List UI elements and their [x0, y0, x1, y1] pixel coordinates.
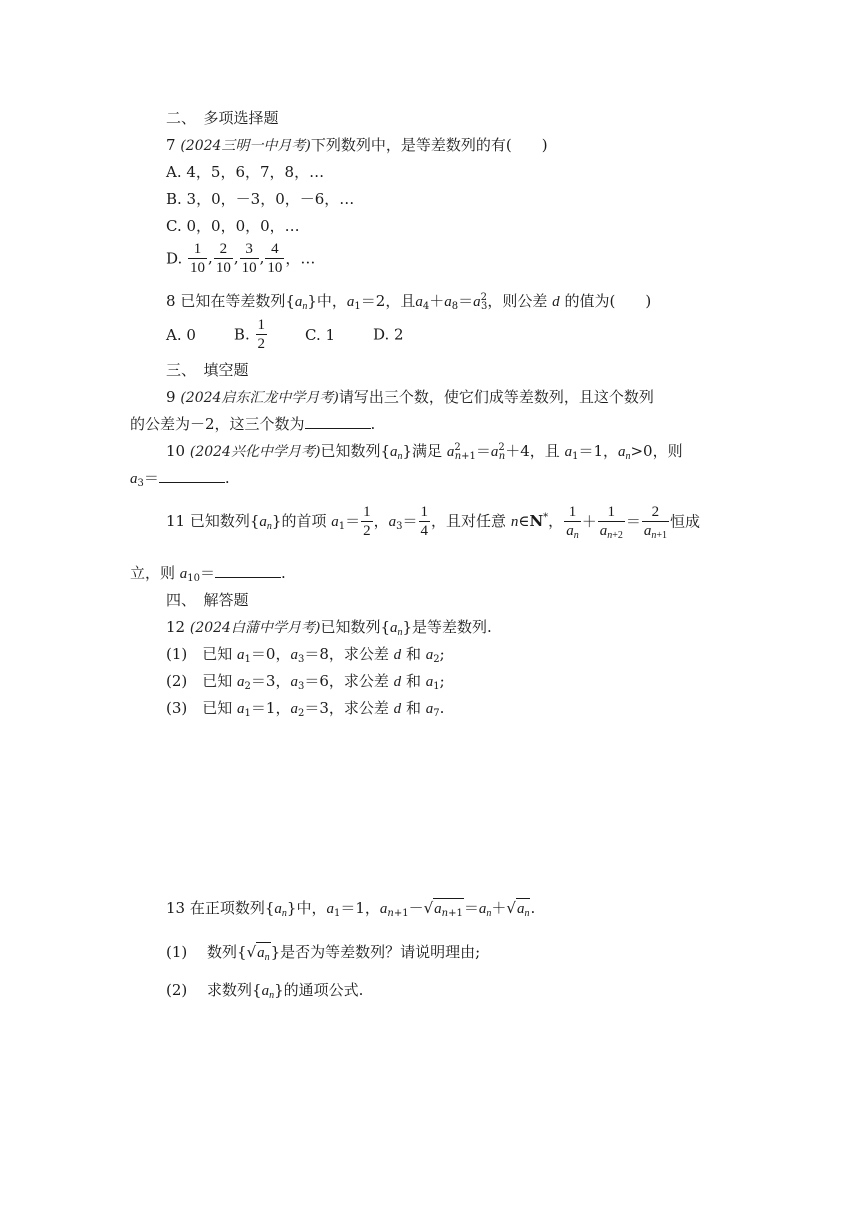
square-root: $√a_n$ [506, 899, 530, 919]
fraction: $\frac{4}{10}$ [267, 241, 283, 276]
question-8-options: A. 0 B. $\frac{1}{2}$ C. 1 D. 2 [166, 317, 404, 352]
question-9-line-1: 9 (2024启东汇龙中学月考)请写出三个数，使它们成等差数列，且这个数列 [166, 388, 654, 406]
fraction-two-over-an-plus-1: $\frac{2}{a_{n+1}}$ [643, 504, 667, 541]
question-7-option-b: B. 3，0，－3，0，－6，… [166, 190, 355, 208]
question-12-part-1: (1) 已知 $a_1=0$，$a_3=8$，求公差 d 和 $a_2$; [166, 645, 445, 665]
question-13-part-1: (1) 数列$\{√a_n\}$是否为等差数列？请说明理由; [166, 943, 481, 963]
question-12-part-3: (3) 已知 $a_1=1$，$a_2=3$，求公差 d 和 $a_7$. [166, 699, 445, 719]
answer-blank [159, 470, 225, 483]
fraction: $\frac{2}{10}$ [215, 241, 231, 276]
question-11-line-2: 立，则 $a_{10}=$ . [130, 564, 286, 584]
fraction: $\frac{1}{10}$ [190, 241, 206, 276]
question-9-line-2: 的公差为－2，这三个数为 . [130, 415, 376, 433]
fraction-one-quarter: $\frac{1}{4}$ [420, 504, 429, 539]
fraction-one-half: $\frac{1}{2}$ [257, 317, 265, 352]
question-12-stem: 12 (2024白蒲中学月考)已知数列$\{a_n\}$是等差数列. [166, 618, 492, 638]
section-heading-fill-blank: 三、 填空题 [166, 361, 249, 379]
answer-blank [305, 416, 371, 429]
fraction-one-over-an: $\frac{1}{a_n}$ [566, 504, 579, 541]
question-13-stem: 13 在正项数列$\{a_n\}$中，$a_1=1$，$a_{n+1}-√a_{n+1}=a_n+√a_n$. [166, 899, 536, 919]
question-7-option-c: C. 0，0，0，0，… [166, 217, 300, 235]
section-heading-solution: 四、 解答题 [166, 591, 249, 609]
answer-blank [215, 565, 281, 578]
question-7-option-d: D. $\frac{1}{10}$ , $\frac{2}{10}$ , $\frac{3}{10}$ , $\frac{4}{10}$ ，… [166, 241, 316, 276]
question-13-part-2: (2) 求数列$\{a_n\}$的通项公式. [166, 981, 364, 1001]
question-12-part-2: (2) 已知 $a_2=3$，$a_3=6$，求公差 d 和 $a_1$; [166, 672, 445, 692]
square-root: $√a_{n+1}$ [423, 899, 463, 919]
fraction-one-half: $\frac{1}{2}$ [363, 504, 371, 539]
question-10-line-1: 10 (2024兴化中学月考)已知数列$\{a_n\}$满足 $a^2_{n+1}=a^2_n+4$，且 $a_1=1$，$a_n>0$，则 [166, 442, 683, 462]
question-10-line-2: $a_3=$ . [130, 469, 230, 489]
question-11-line-1: 11 已知数列$\{a_n\}$的首项 $a_1=$ $\frac{1}{2}$ ，$a_3=$ $\frac{1}{4}$ ，且对任意 n∈N*， $\frac{1}{a_n}$ ＋ $\frac{1}{a_{n+2}}$ ＝ $\frac{2}{a_{n+1}}$ 恒成 [166, 504, 701, 541]
question-7-option-a: A. 4，5，6，7，8，… [166, 163, 325, 181]
question-8-stem: 8 已知在等差数列$\{a_n\}$中，$a_1=2$，且$a_4+a_8=a^2_3$，则公差 d 的值为( ) [166, 292, 652, 312]
question-7-stem: 7 (2024三明一中月考)下列数列中，是等差数列的有( ) [166, 136, 548, 154]
fraction: $\frac{3}{10}$ [241, 241, 257, 276]
square-root: $√a_n$ [246, 943, 270, 963]
fraction-one-over-an-plus-2: $\frac{1}{a_{n+2}}$ [599, 504, 623, 541]
section-heading-multiple-choice: 二、 多项选择题 [166, 109, 279, 127]
